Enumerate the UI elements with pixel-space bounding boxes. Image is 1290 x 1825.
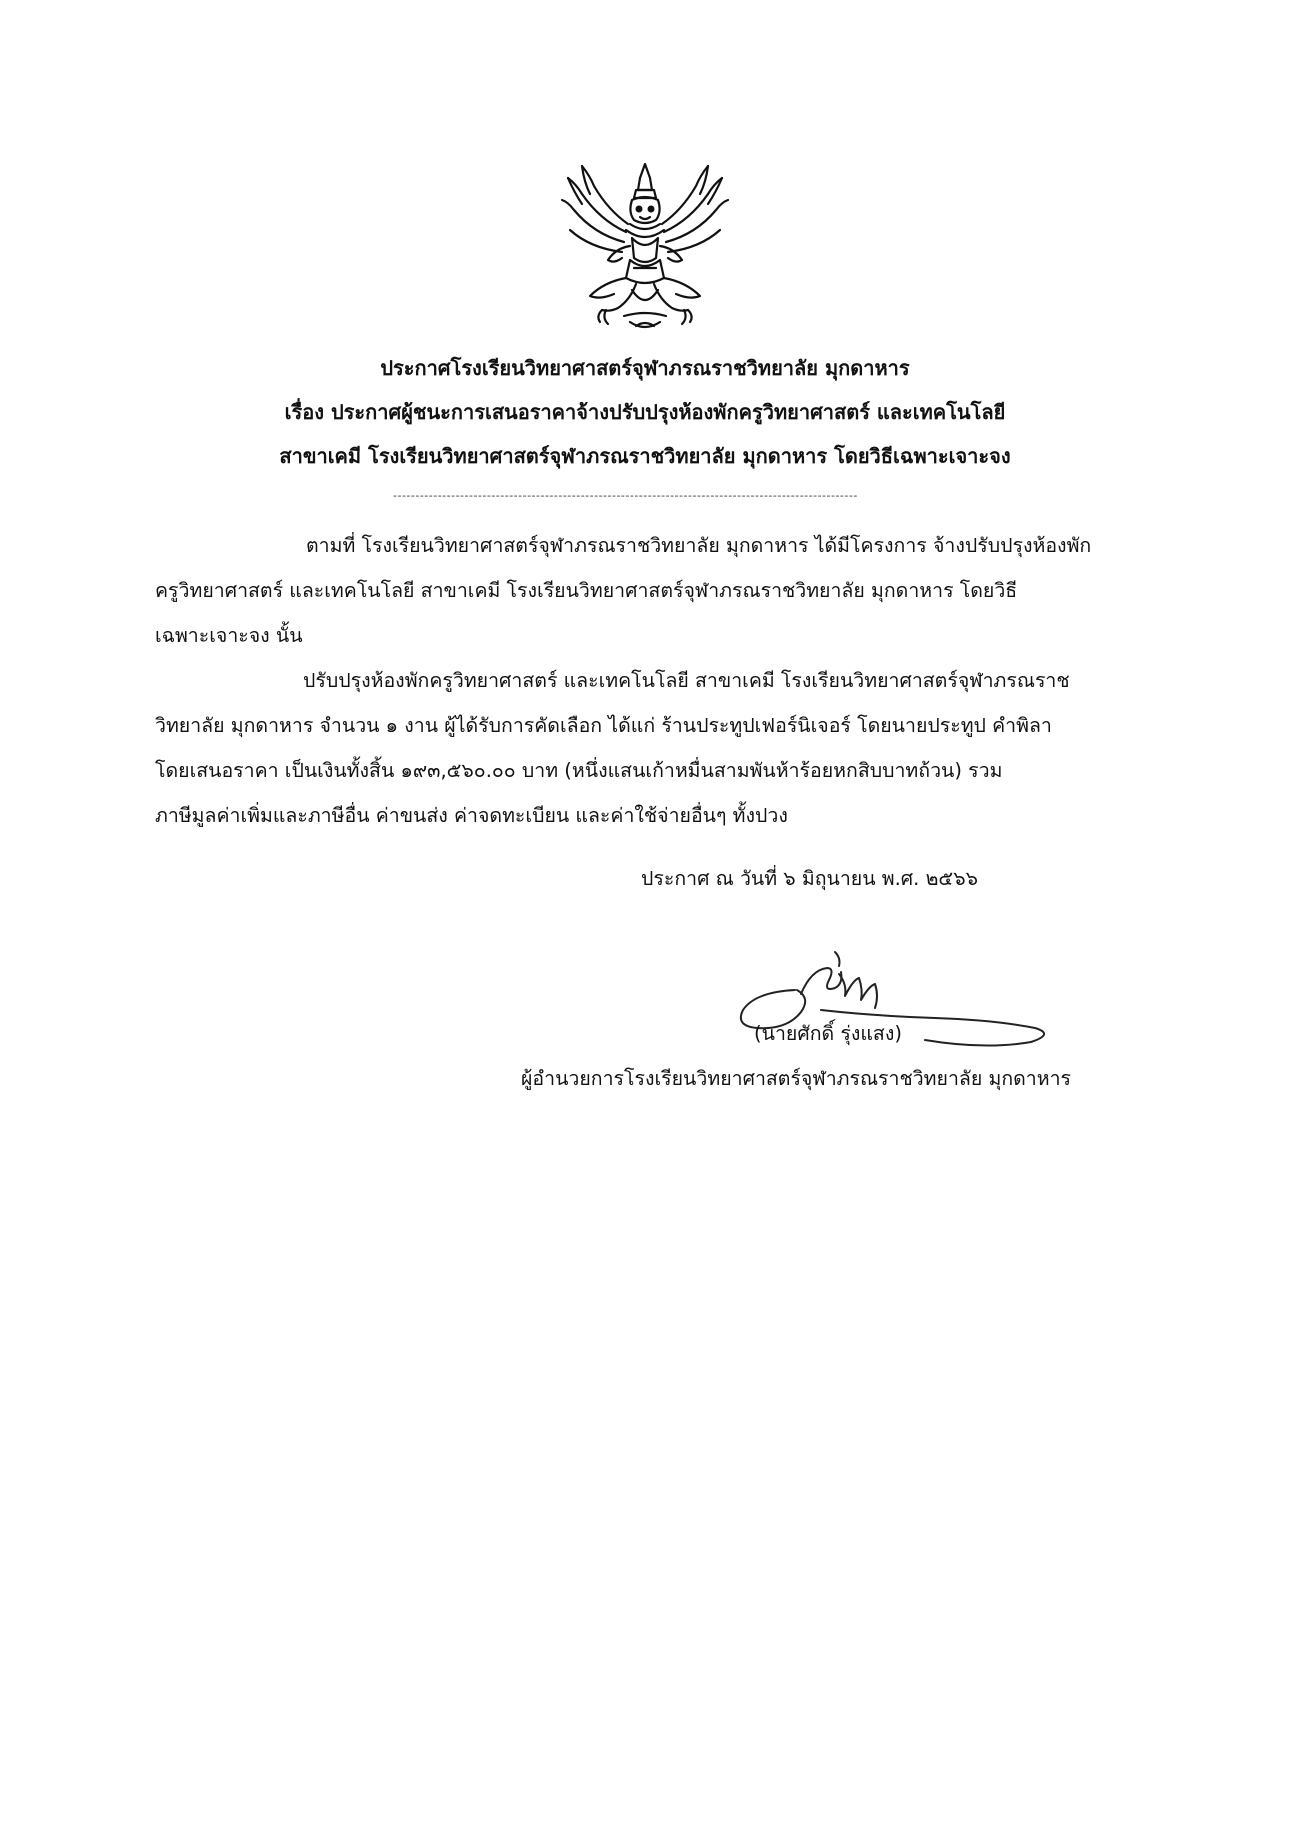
announcement-date: ประกาศ ณ วันที่ ๖ มิถุนายน พ.ศ. ๒๕๖๖ (641, 867, 978, 890)
paragraph-2-line-3: โดยเสนอราคา เป็นเงินทั้งสิ้น ๑๙๓,๕๖๐.๐๐ บาท (หนึ่งแสนเก้าหมื่นสามพันห้าร้อยหกสิบบาทถ้วน) รวม (155, 759, 1003, 782)
paragraph-1-line-1: ตามที่ โรงเรียนวิทยาศาสตร์จุฬาภรณราชวิทยาลัย มุกดาหาร ได้มีโครงการ จ้างปรับปรุงห้องพัก (306, 534, 1092, 557)
announcement-title: ประกาศโรงเรียนวิทยาศาสตร์จุฬาภรณราชวิทยาลัย มุกดาหาร (380, 356, 910, 380)
garuda-emblem (560, 160, 730, 335)
separator-line: -------------------------------------------------------------------------------------------------------- (393, 489, 858, 502)
announcement-subject-continued: สาขาเคมี โรงเรียนวิทยาศาสตร์จุฬาภรณราชวิทยาลัย มุกดาหาร โดยวิธีเฉพาะเจาะจง (279, 444, 1011, 468)
signer-name: (นายศักดิ์ รุ่งแสง) (754, 1022, 902, 1045)
announcement-subject: เรื่อง ประกาศผู้ชนะการเสนอราคาจ้างปรับปรุงห้องพักครูวิทยาศาสตร์ และเทคโนโลยี (284, 400, 1006, 424)
paragraph-2-line-1: ปรับปรุงห้องพักครูวิทยาศาสตร์ และเทคโนโลยี สาขาเคมี โรงเรียนวิทยาศาสตร์จุฬาภรณราช (303, 669, 1070, 692)
paragraph-1-line-2: ครูวิทยาศาสตร์ และเทคโนโลยี สาขาเคมี โรงเรียนวิทยาศาสตร์จุฬาภรณราชวิทยาลัย มุกดาหาร โดยวิธี (155, 579, 1018, 602)
paragraph-2-line-2: วิทยาลัย มุกดาหาร จำนวน ๑ งาน ผู้ได้รับการคัดเลือก ได้แก่ ร้านประทูปเฟอร์นิเจอร์ โดยนายประทูป คำพิลา (155, 714, 1052, 737)
signer-position: ผู้อำนวยการโรงเรียนวิทยาศาสตร์จุฬาภรณราชวิทยาลัย มุกดาหาร (521, 1067, 1072, 1090)
paragraph-2-line-4: ภาษีมูลค่าเพิ่มและภาษีอื่น ค่าขนส่ง ค่าจดทะเบียน และค่าใช้จ่ายอื่นๆ ทั้งปวง (155, 804, 788, 827)
paragraph-1-line-3: เฉพาะเจาะจง นั้น (155, 624, 303, 647)
